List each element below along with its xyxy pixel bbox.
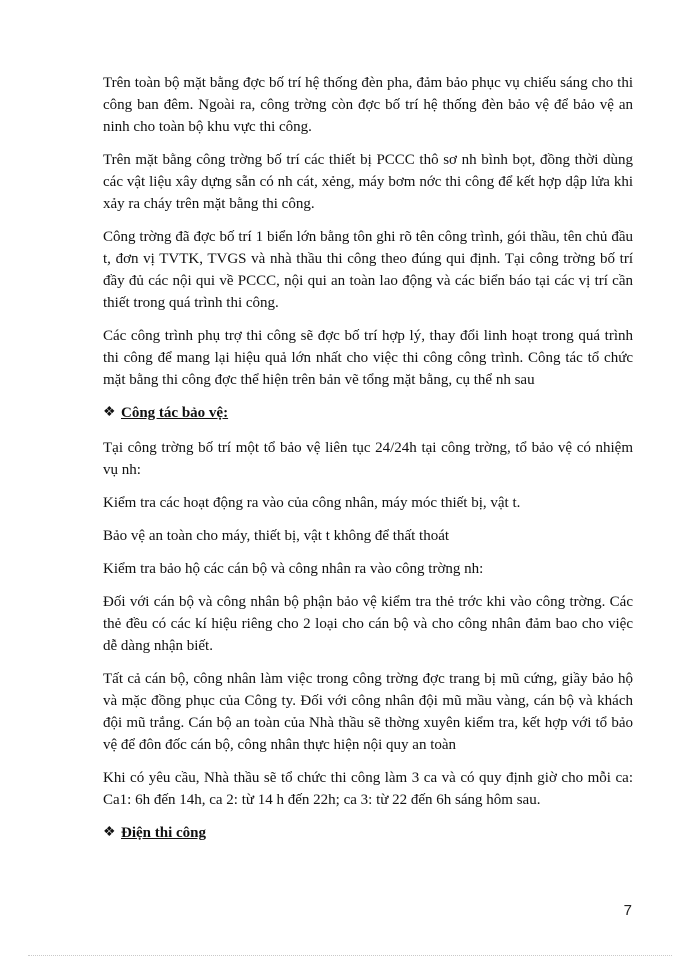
section-heading-power — [103, 822, 633, 844]
paragraph: Kiểm tra bảo hộ các cán bộ và công nhân ra vào công trờng nh: — [103, 561, 484, 577]
diamond-cluster-icon: ❖ — [103, 825, 116, 840]
paragraph: Các công trình phụ trợ thi công sẽ đợc bố trí hợp lý, thay đổi linh hoạt trong quá trình thi công để mang lại hiệu quả lớn nhất cho việc thi công công trình. Công tác tổ chức mặt bằng thi công đợc thể hiện trên bản vẽ tổng mặt bằng, cụ thể nh sau — [103, 328, 633, 388]
paragraph: Công trờng đã đợc bố trí 1 biển lớn bằng tôn ghi rõ tên công trình, gói thầu, tên chủ đầu t, đơn vị TVTK, TVGS và nhà thầu thi công theo đúng qui định. Tại công trờng bố trí đầy đủ các nội qui về PCCC, nội qui an toàn lao động và các biển báo tại các vị trí cần thiết trong quá trình thi công. — [103, 229, 633, 311]
paragraph: Tất cả cán bộ, công nhân làm việc trong công trờng đợc trang bị mũ cứng, giầy bảo hộ và mặc đồng phục của Công ty. Đối với công nhân đội mũ mầu vàng, cán bộ và khách đội mũ trắng. Cán bộ an toàn của Nhà thầu sẽ thờng xuyên kiểm tra, kết hợp với tổ bảo vệ để đôn đốc cán bộ, công nhân thực hiện nội quy an toàn — [103, 671, 633, 753]
paragraph: Kiểm tra các hoạt động ra vào của công nhân, máy móc thiết bị, vật t. — [103, 495, 521, 511]
paragraph: Khi có yêu cầu, Nhà thầu sẽ tổ chức thi công làm 3 ca và có quy định giờ cho mỗi ca: Ca1: 6h đến 14h, ca 2: từ 14 h đến 22h; ca 3: từ 22 đến 6h sáng hôm sau. — [103, 770, 633, 808]
document-page — [103, 72, 633, 857]
heading-text: Điện thi công — [121, 825, 207, 841]
diamond-cluster-icon: ❖ — [103, 405, 116, 420]
footer-divider — [28, 955, 672, 956]
paragraph: Tại công trờng bố trí một tổ bảo vệ liên tục 24/24h tại công trờng, tổ bảo vệ có nhiệm vụ nh: — [103, 440, 633, 478]
paragraph: Đối với cán bộ và công nhân bộ phận bảo vệ kiểm tra thẻ trớc khi vào công trờng. Các thẻ đều có các kí hiệu riêng cho 2 loại cho cán bộ và cho công nhân đảm bao cho việc dễ dàng nhận biết. — [103, 594, 633, 654]
paragraph: Trên mặt bằng công trờng bố trí các thiết bị PCCC thô sơ nh bình bọt, đồng thời dùng các vật liệu xây dựng sẵn có nh cát, xẻng, máy bơm nớc thi công để kết hợp dập lửa khi xảy ra cháy trên mặt bằng thi công. — [103, 152, 633, 212]
paragraph: Bảo vệ an toàn cho máy, thiết bị, vật t không để thất thoát — [103, 528, 450, 544]
heading-text: Công tác bảo vệ: — [121, 405, 229, 421]
paragraph: Trên toàn bộ mặt bằng đợc bố trí hệ thống đèn pha, đảm bảo phục vụ chiếu sáng cho thi công ban đêm. Ngoài ra, công trờng còn đợc bố trí hệ thống đèn bảo vệ để bảo vệ an ninh cho toàn bộ khu vực thi công. — [103, 75, 633, 135]
page-number: 7 — [623, 902, 632, 919]
section-heading-security — [103, 402, 633, 424]
